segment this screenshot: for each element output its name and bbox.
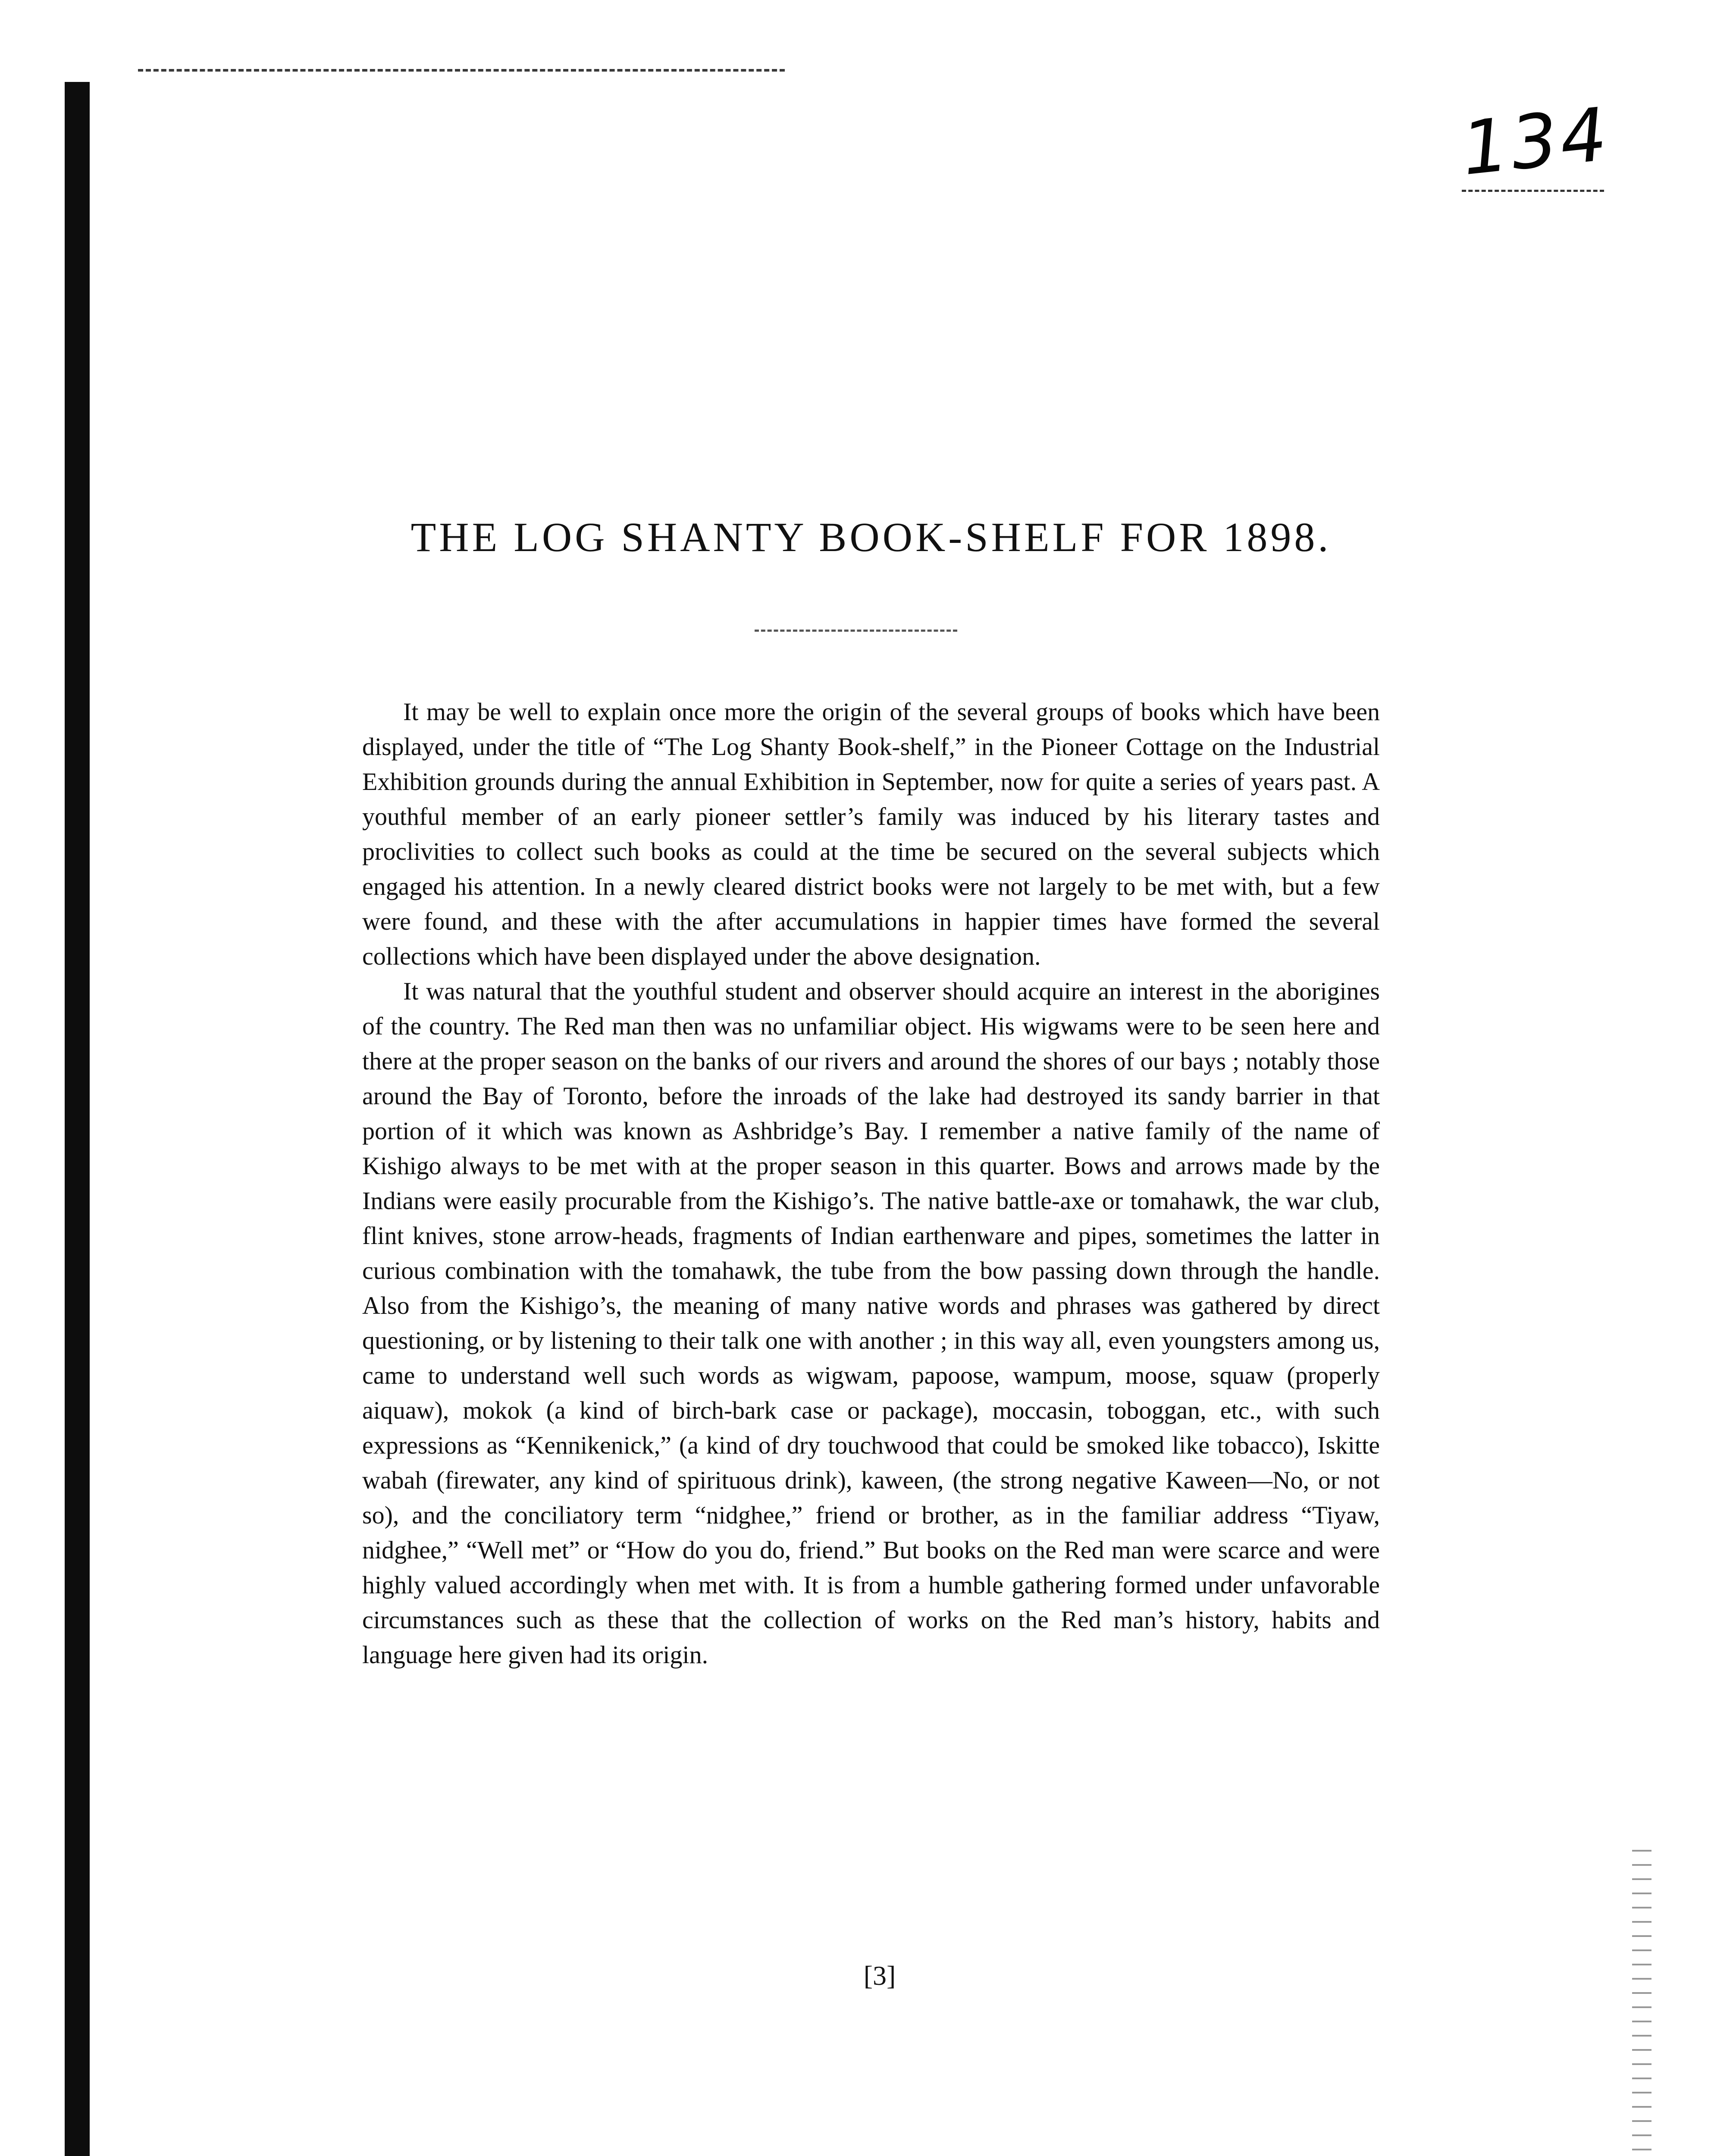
handwritten-underline	[1462, 190, 1604, 192]
folio-number: [3]	[863, 1960, 896, 1991]
scan-speckle	[1632, 1850, 1651, 2156]
paragraph-2: It was natural that the youthful student and observer should acquire an interest in the aborigines of the country. The Red man then was no unfamiliar object. His wigwams were to be seen here and there at the proper season on the banks of our rivers and around the shores of our bays ; notably those around the Bay of Toronto, before the inroads of the lake had destroyed its sandy barrier in that portion of it which was known as Ashbridge’s Bay. I remember a native family of the name of Kishigo always to be met with at the proper season in this quarter. Bows and arrows made by the Indians were easily procurable from the Kishigo’s. The native battle-axe or tomahawk, the war club, flint knives, stone arrow-heads, fragments of Indian earthenware and pipes, sometimes the latter in curious combination with the tomahawk, the tube from the bow passing down through the handle. Also from the Kishigo’s, the meaning of many native words and phrases was gathered by direct questioning, or by listening to their talk one with another ; in this way all, even youngsters among us, came to understand well such words as wigwam, papoose, wampum, moose, squaw (properly aiquaw), mokok (a kind of birch-bark case or package), moccasin, toboggan, etc., with such expressions as “Kennikenick,” (a kind of dry touchwood that could be smoked like tobacco), Iskitte wabah (firewater, any kind of spirituous drink), kaween, (the strong negative Kaween—No, or not so), and the conciliatory term “nidghee,” friend or brother, as in the familiar address “Tiyaw, nidghee,” “Well met” or “How do you do, friend.” But books on the Red man were scarce and were highly valued accordingly when met with. It is from a humble gathering formed under unfavorable circumstances such as these that the collection of works on the Red man’s history, habits and language here given had its origin.	[362, 977, 1380, 1669]
title-divider	[755, 630, 957, 632]
body-text	[362, 694, 1380, 1672]
handwritten-page-number: 134	[1457, 91, 1614, 192]
paragraph-1: It may be well to explain once more the origin of the several groups of books which have been displayed, under the title of “The Log Shanty Book-shelf,” in the Pioneer Cottage on the Industrial Exhibition grounds during the annual Exhibition in September, now for quite a series of years past. A youthful member of an early pioneer settler’s family was induced by his literary tastes and proclivities to collect such books as could at the time be secured on the several subjects which engaged his attention. In a newly cleared district books were not largely to be met with, but a few were found, and these with the after accumulations in happier times have formed the several collections which have been displayed under the above designation.	[362, 698, 1380, 970]
top-scan-rule	[138, 69, 785, 72]
binding-edge	[65, 82, 90, 2156]
page-title: THE LOG SHANTY BOOK-SHELF FOR 1898.	[411, 514, 1332, 560]
